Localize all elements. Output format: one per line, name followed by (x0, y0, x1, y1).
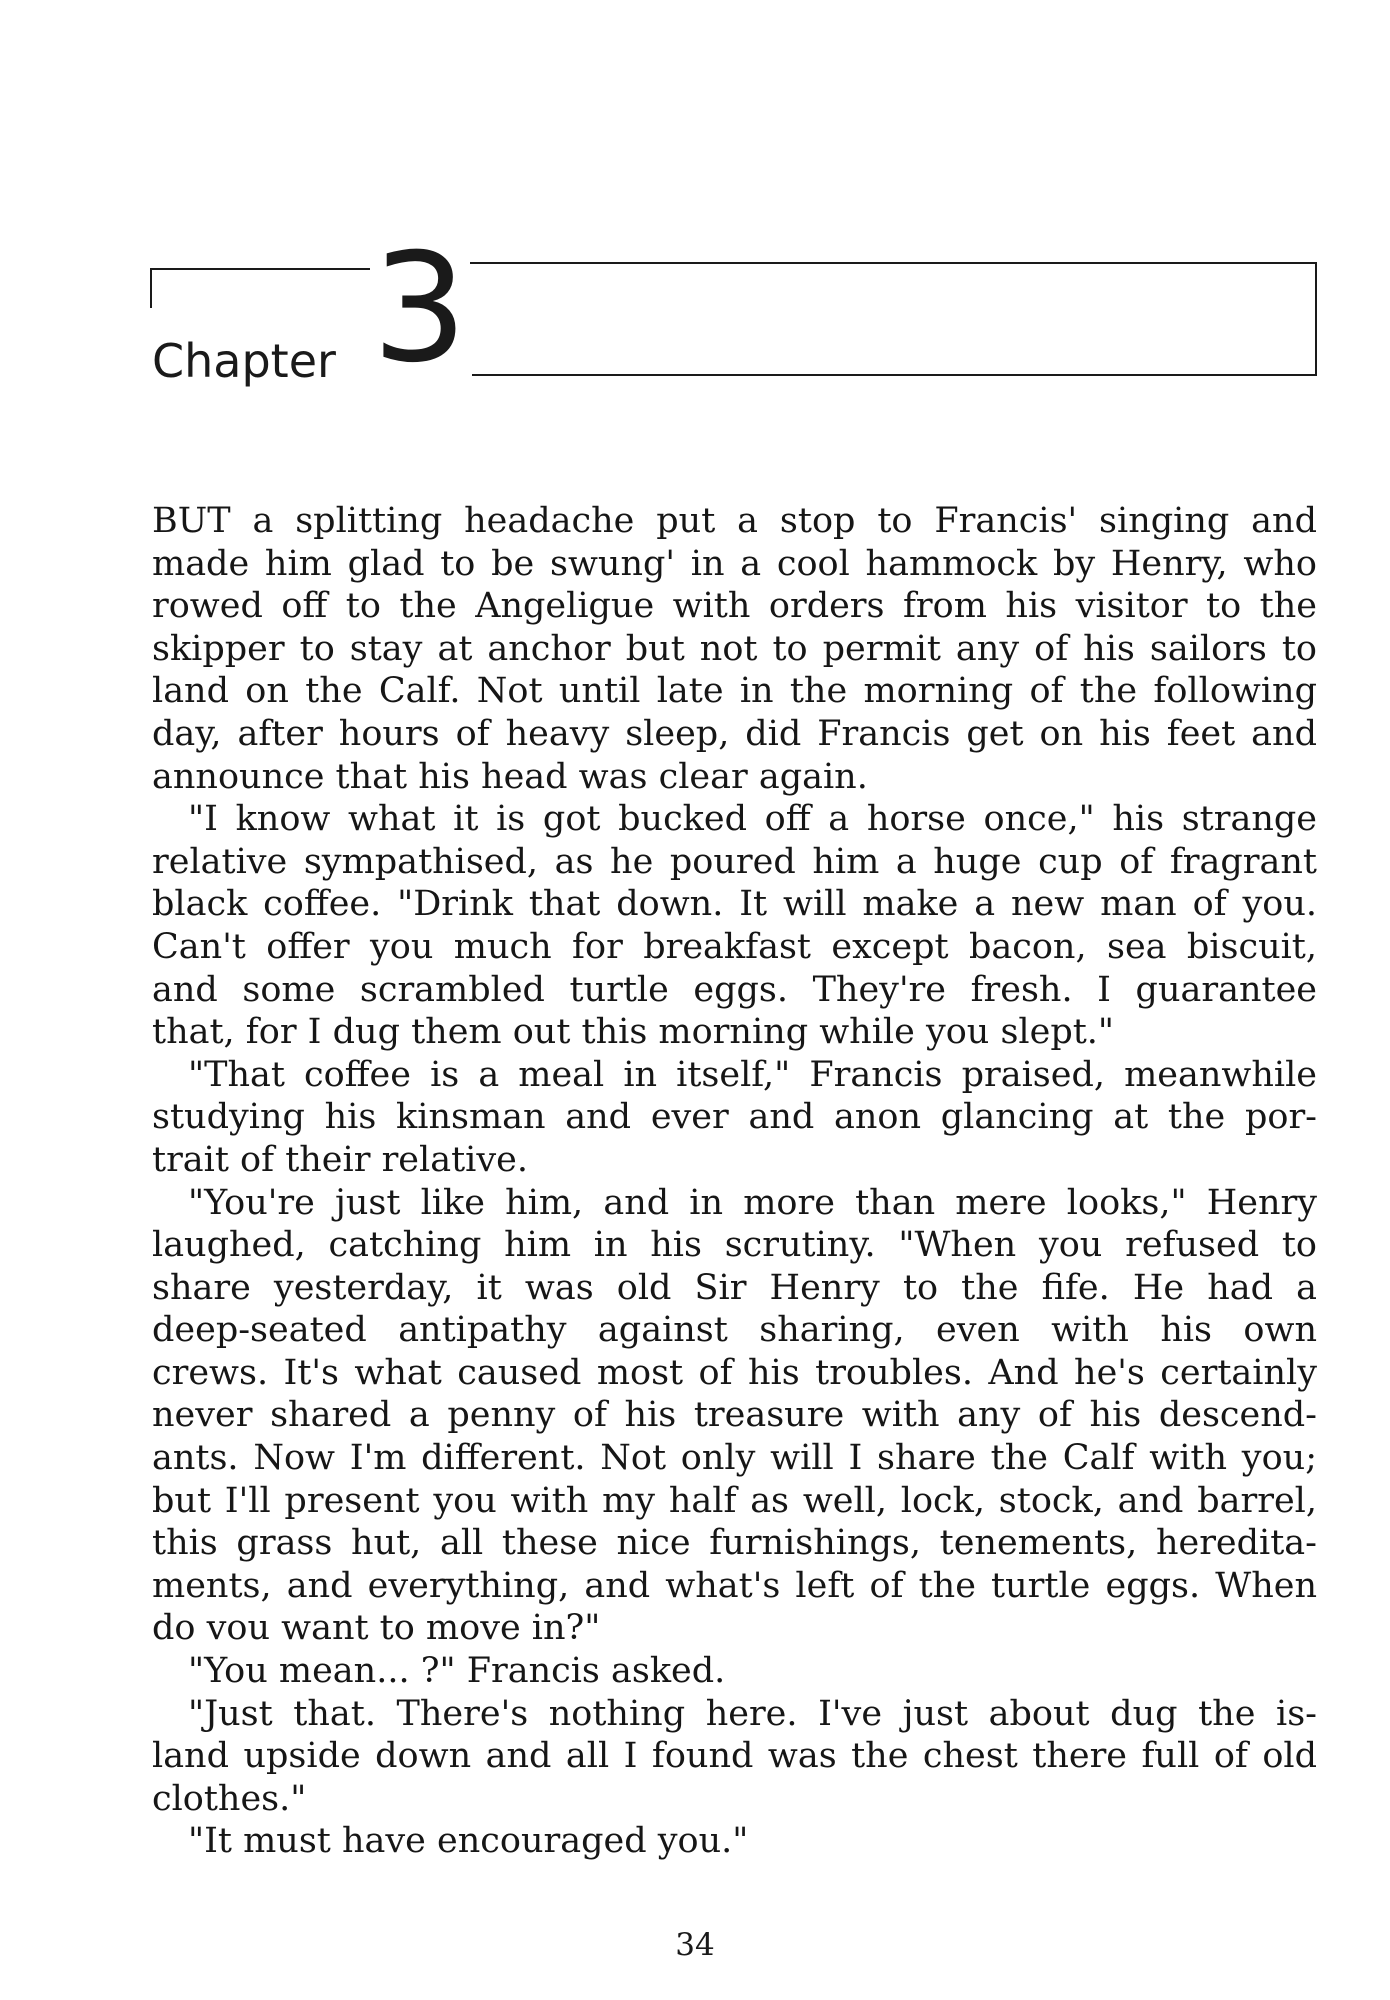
text-line: "You're just like him, and in more than mere looks," Henry (188, 1182, 1317, 1223)
chapter-label: Chapter (152, 334, 336, 388)
text-line: "I know what it is got bucked off a horse once," his strange (188, 799, 1317, 840)
text-line: black coffee. "Drink that down. It will make a new man of you. (152, 884, 1317, 925)
text-line: "You mean... ?" Francis asked. (188, 1651, 726, 1692)
text-line: announce that his head was clear again. (152, 756, 868, 797)
text-line: that, for I dug them out this morning while you slept." (152, 1012, 1115, 1053)
text-line: and some scrambled turtle eggs. They're fresh. I guarantee (152, 969, 1317, 1010)
text-line: laughed, catching him in his scrutiny. "When you refused to (152, 1225, 1317, 1266)
heading-frame-rule (150, 268, 370, 270)
text-line: ments, and everything, and what's left of the turtle eggs. When (152, 1565, 1317, 1606)
text-line: clothes." (152, 1778, 307, 1819)
text-line: day, after hours of heavy sleep, did Francis get on his feet and (152, 713, 1317, 754)
text-line: relative sympathised, as he poured him a huge cup of fragrant (152, 841, 1317, 882)
text-line: never shared a penny of his treasure with any of his descend- (152, 1395, 1317, 1436)
chapter-number: 3 (372, 222, 468, 396)
heading-frame-rule (470, 262, 1317, 264)
page-number: 34 (675, 1927, 715, 1963)
chapter-heading (150, 222, 1317, 396)
text-line: rowed off to the Angeligue with orders from his visitor to the (152, 586, 1317, 627)
text-line: trait of their relative. (152, 1139, 528, 1180)
text-line: share yesterday, it was old Sir Henry to the fife. He had a (152, 1267, 1317, 1308)
text-line: Can't offer you much for breakfast except bacon, sea biscuit, (152, 926, 1317, 967)
text-line: BUT a splitting headache put a stop to Francis' singing and (152, 501, 1317, 541)
text-line: skipper to stay at anchor but not to permit any of his sailors to (152, 628, 1317, 669)
text-line: made him glad to be swung' in a cool hammock by Henry, who (152, 543, 1317, 584)
text-line: "That coffee is a meal in itself," Francis praised, meanwhile (188, 1054, 1317, 1095)
text-line: crews. It's what caused most of his troubles. And he's certainly (152, 1352, 1317, 1393)
text-line: "It must have encouraged you." (188, 1821, 749, 1862)
text-line: land on the Calf. Not until late in the morning of the following (152, 671, 1317, 712)
heading-frame-rule (1315, 262, 1317, 376)
heading-frame-rule (150, 268, 152, 308)
text-line: deep-seated antipathy against sharing, even with his own (152, 1310, 1317, 1351)
text-line: do vou want to move in?" (152, 1608, 601, 1649)
text-line: this grass hut, all these nice furnishings, tenements, heredita- (152, 1523, 1317, 1564)
heading-frame-rule (472, 374, 1317, 376)
chapter-body-text (152, 500, 1317, 1863)
text-line: studying his kinsman and ever and anon glancing at the por- (152, 1097, 1317, 1138)
text-line: ants. Now I'm different. Not only will I share the Calf with you; (152, 1438, 1317, 1479)
text-line: but I'll present you with my half as well, lock, stock, and barrel, (152, 1480, 1317, 1521)
text-line: "Just that. There's nothing here. I've just about dug the is- (188, 1693, 1317, 1734)
text-line: land upside down and all I found was the chest there full of old (152, 1736, 1317, 1777)
